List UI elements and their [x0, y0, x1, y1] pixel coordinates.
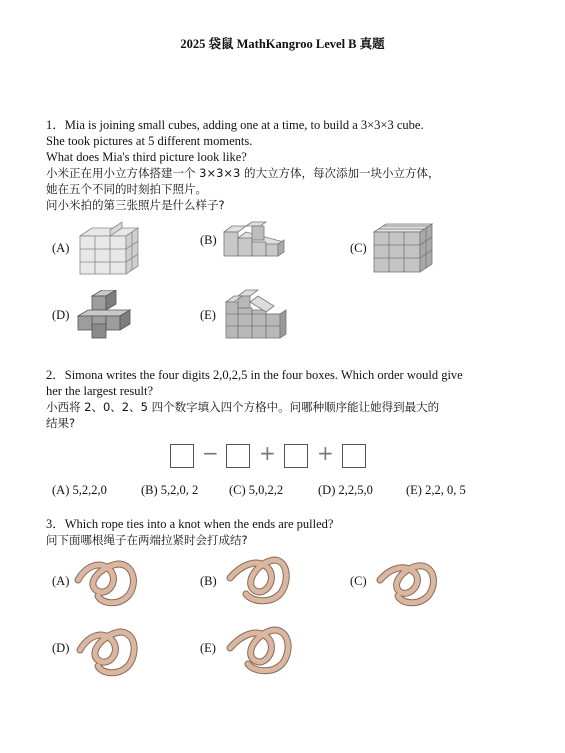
- plus-sign-1: +: [259, 441, 276, 465]
- q2-text-en-1: 2．Simona writes the four digits 2,0,2,5 in the four boxes. Which order would give: [46, 368, 463, 382]
- q1-text-en-1: 1．Mia is joining small cubes, adding one at a time, to build a 3×3×3 cube.: [46, 118, 424, 132]
- q2-answer-b[interactable]: (B) 5,2,0, 2: [141, 483, 199, 497]
- q3-option-c-rope[interactable]: [374, 552, 442, 612]
- q3-option-d-label[interactable]: (D): [52, 641, 70, 655]
- q2-answer-e[interactable]: (E) 2,2, 0, 5: [406, 483, 466, 497]
- q2-text-zh-1: 小西将 2、0、2、5 四个数字填入四个方格中。问哪种顺序能让她得到最大的: [46, 400, 440, 414]
- q3-option-a-label[interactable]: (A): [52, 574, 70, 588]
- q1-text-zh-2: 她在五个不同的时刻拍下照片。: [46, 182, 207, 196]
- q3-option-b-label[interactable]: (B): [200, 574, 217, 588]
- q3-option-e-rope[interactable]: [224, 616, 296, 680]
- q1-option-d-cubes[interactable]: [76, 290, 134, 340]
- digit-box-4[interactable]: [342, 444, 366, 468]
- q1-option-b-label[interactable]: (B): [200, 233, 217, 247]
- q1-option-e-cubes[interactable]: [222, 286, 288, 342]
- q2-text-en-2: her the largest result?: [46, 384, 154, 398]
- q2-text-zh-2: 结果?: [46, 416, 76, 430]
- q1-text-en-2: She took pictures at 5 different moments.: [46, 134, 253, 148]
- digit-box-3[interactable]: [284, 444, 308, 468]
- q1-text-zh-1: 小米正在用小立方体搭建一个 3×3×3 的大立方体，每次添加一块小立方体，: [46, 166, 440, 180]
- plus-sign-2: +: [317, 441, 334, 465]
- page-title: 2025 袋鼠 MathKangroo Level B 真题: [180, 37, 385, 51]
- q1-option-c-label[interactable]: (C): [350, 241, 367, 255]
- minus-sign: −: [202, 441, 219, 465]
- digit-box-1[interactable]: [170, 444, 194, 468]
- q3-option-a-rope[interactable]: [72, 552, 142, 612]
- q3-text-en-1: 3．Which rope ties into a knot when the ends are pulled?: [46, 517, 334, 531]
- q1-option-a-label[interactable]: (A): [52, 241, 70, 255]
- q3-option-b-rope[interactable]: [224, 548, 294, 610]
- q1-option-d-label[interactable]: (D): [52, 308, 70, 322]
- q1-option-b-cubes[interactable]: [222, 220, 288, 260]
- q1-option-a-cubes[interactable]: [76, 220, 142, 278]
- q1-text-zh-3: 问小米拍的第三张照片是什么样子?: [46, 198, 225, 212]
- q1-option-e-label[interactable]: (E): [200, 308, 216, 322]
- q1-option-c-cubes[interactable]: [372, 220, 434, 276]
- q3-text-zh-1: 问下面哪根绳子在两端拉紧时会打成结?: [46, 533, 248, 547]
- q3-option-c-label[interactable]: (C): [350, 574, 367, 588]
- q3-option-e-label[interactable]: (E): [200, 641, 216, 655]
- digit-box-2[interactable]: [226, 444, 250, 468]
- q2-answer-c[interactable]: (C) 5,0,2,2: [229, 483, 284, 497]
- q3-option-d-rope[interactable]: [74, 620, 142, 680]
- q2-answer-a[interactable]: (A) 5,2,2,0: [52, 483, 107, 497]
- q1-text-en-3: What does Mia's third picture look like?: [46, 150, 247, 164]
- q2-answer-d[interactable]: (D) 2,2,5,0: [318, 483, 373, 497]
